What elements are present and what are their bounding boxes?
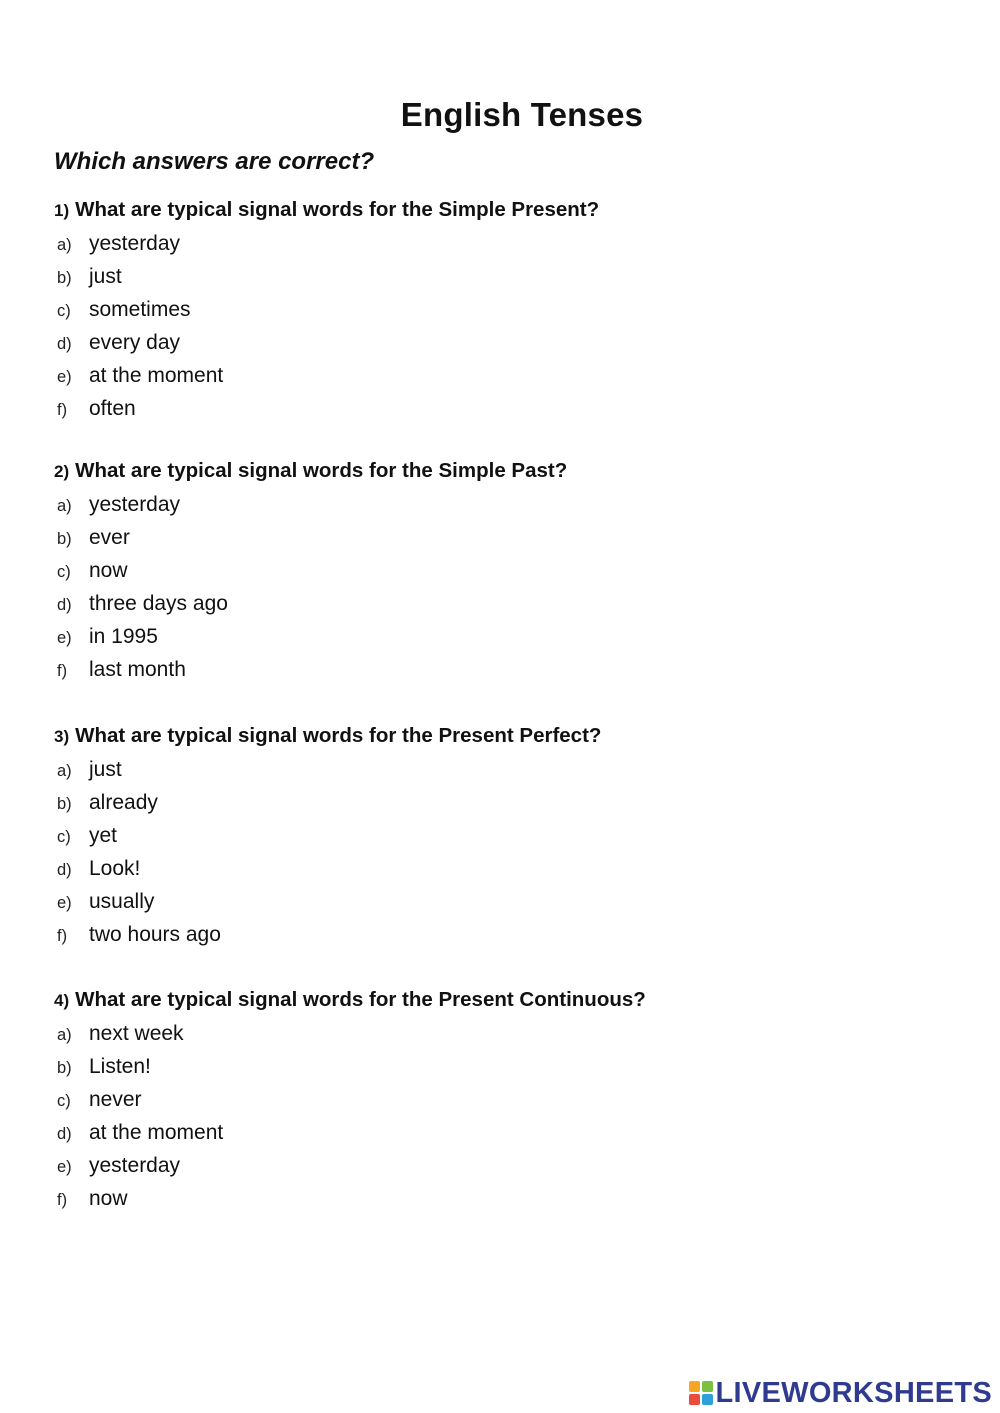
logo-square [702, 1381, 713, 1392]
answer-options [54, 753, 601, 952]
option-text[interactable]: never [89, 1088, 142, 1112]
liveworksheets-logo-icon [689, 1381, 713, 1405]
answer-option[interactable] [54, 1182, 646, 1215]
option-text[interactable]: Listen! [89, 1055, 151, 1079]
option-letter: a) [57, 762, 72, 780]
option-text[interactable]: sometimes [89, 298, 191, 322]
question-2 [54, 454, 567, 687]
option-text[interactable]: yet [89, 824, 118, 848]
instructions: Which answers are correct? [54, 148, 375, 175]
answer-option[interactable] [54, 587, 567, 620]
option-letter: e) [57, 368, 72, 387]
option-letter: a) [57, 236, 72, 254]
liveworksheets-logo [689, 1374, 993, 1412]
option-letter: a) [57, 497, 72, 515]
question-text: What are typical signal words for the Simple Past? [75, 459, 568, 482]
option-text[interactable]: yesterday [89, 493, 181, 516]
question-text: What are typical signal words for the Present Continuous? [75, 988, 646, 1011]
answer-option[interactable] [54, 521, 567, 554]
answer-option[interactable] [54, 554, 567, 587]
logo-square [689, 1394, 700, 1405]
question-number: 4) [54, 991, 70, 1010]
option-letter: f) [57, 927, 68, 946]
answer-option[interactable] [54, 488, 567, 521]
option-text[interactable]: at the moment [89, 1121, 224, 1145]
answer-option[interactable] [54, 819, 601, 852]
option-letter: c) [57, 563, 71, 582]
answer-option[interactable] [54, 293, 599, 326]
option-text[interactable]: at the moment [89, 364, 224, 388]
answer-option[interactable] [54, 786, 601, 819]
option-text[interactable]: every day [89, 331, 181, 355]
answer-option[interactable] [54, 392, 599, 425]
option-letter: b) [57, 530, 72, 549]
question-4 [54, 983, 646, 1216]
question-heading [54, 454, 567, 488]
option-text[interactable]: usually [89, 890, 155, 914]
option-text[interactable]: now [89, 1187, 128, 1211]
answer-option[interactable] [54, 918, 601, 951]
question-number: 3) [54, 727, 70, 746]
option-text[interactable]: just [89, 758, 122, 781]
answer-option[interactable] [54, 653, 567, 686]
option-letter: d) [57, 861, 72, 880]
question-3 [54, 719, 601, 952]
option-text[interactable]: in 1995 [89, 625, 158, 649]
answer-option[interactable] [54, 1050, 646, 1083]
question-1 [54, 193, 599, 426]
option-letter: f) [57, 662, 68, 681]
answer-option[interactable] [54, 852, 601, 885]
logo-text: LIVEWORKSHEETS [715, 1376, 992, 1409]
answer-option[interactable] [54, 227, 599, 260]
question-number: 1) [54, 201, 70, 220]
option-text[interactable]: last month [89, 658, 186, 682]
option-letter: c) [57, 1092, 71, 1111]
answer-option[interactable] [54, 753, 601, 786]
option-letter: e) [57, 629, 72, 648]
option-letter: d) [57, 1125, 72, 1144]
answer-option[interactable] [54, 326, 599, 359]
answer-option[interactable] [54, 885, 601, 918]
question-heading [54, 983, 646, 1017]
option-text[interactable]: often [89, 397, 136, 421]
answer-option[interactable] [54, 1149, 646, 1182]
option-letter: e) [57, 1158, 72, 1177]
answer-options [54, 488, 567, 687]
question-text: What are typical signal words for the Present Perfect? [75, 724, 602, 747]
question-heading [54, 719, 601, 753]
option-text[interactable]: ever [89, 526, 130, 550]
option-letter: e) [57, 894, 72, 913]
option-text[interactable]: yesterday [89, 232, 181, 255]
option-text[interactable]: Look! [89, 857, 141, 881]
option-letter: d) [57, 335, 72, 354]
option-letter: b) [57, 1059, 72, 1078]
option-letter: d) [57, 596, 72, 615]
option-text[interactable]: now [89, 559, 128, 583]
logo-square [702, 1394, 713, 1405]
option-letter: f) [57, 401, 68, 420]
option-text[interactable]: three days ago [89, 592, 228, 616]
option-letter: c) [57, 302, 71, 321]
question-heading [54, 193, 599, 227]
option-text[interactable]: two hours ago [89, 923, 221, 947]
answer-option[interactable] [54, 1116, 646, 1149]
answer-option[interactable] [54, 1083, 646, 1116]
answer-option[interactable] [54, 359, 599, 392]
option-text[interactable]: yesterday [89, 1154, 181, 1178]
question-text: What are typical signal words for the Simple Present? [75, 198, 600, 221]
answer-option[interactable] [54, 1017, 646, 1050]
option-letter: c) [57, 828, 71, 847]
option-text[interactable]: just [89, 265, 122, 289]
answer-options [54, 1017, 646, 1216]
answer-option[interactable] [54, 620, 567, 653]
page-title: English Tenses [400, 96, 644, 133]
option-text[interactable]: next week [89, 1022, 184, 1045]
option-letter: a) [57, 1026, 72, 1044]
option-letter: b) [57, 269, 72, 288]
option-letter: f) [57, 1191, 68, 1210]
option-letter: b) [57, 795, 72, 814]
logo-square [689, 1381, 700, 1392]
question-number: 2) [54, 462, 70, 481]
option-text[interactable]: already [89, 791, 158, 815]
answer-options [54, 227, 599, 426]
answer-option[interactable] [54, 260, 599, 293]
